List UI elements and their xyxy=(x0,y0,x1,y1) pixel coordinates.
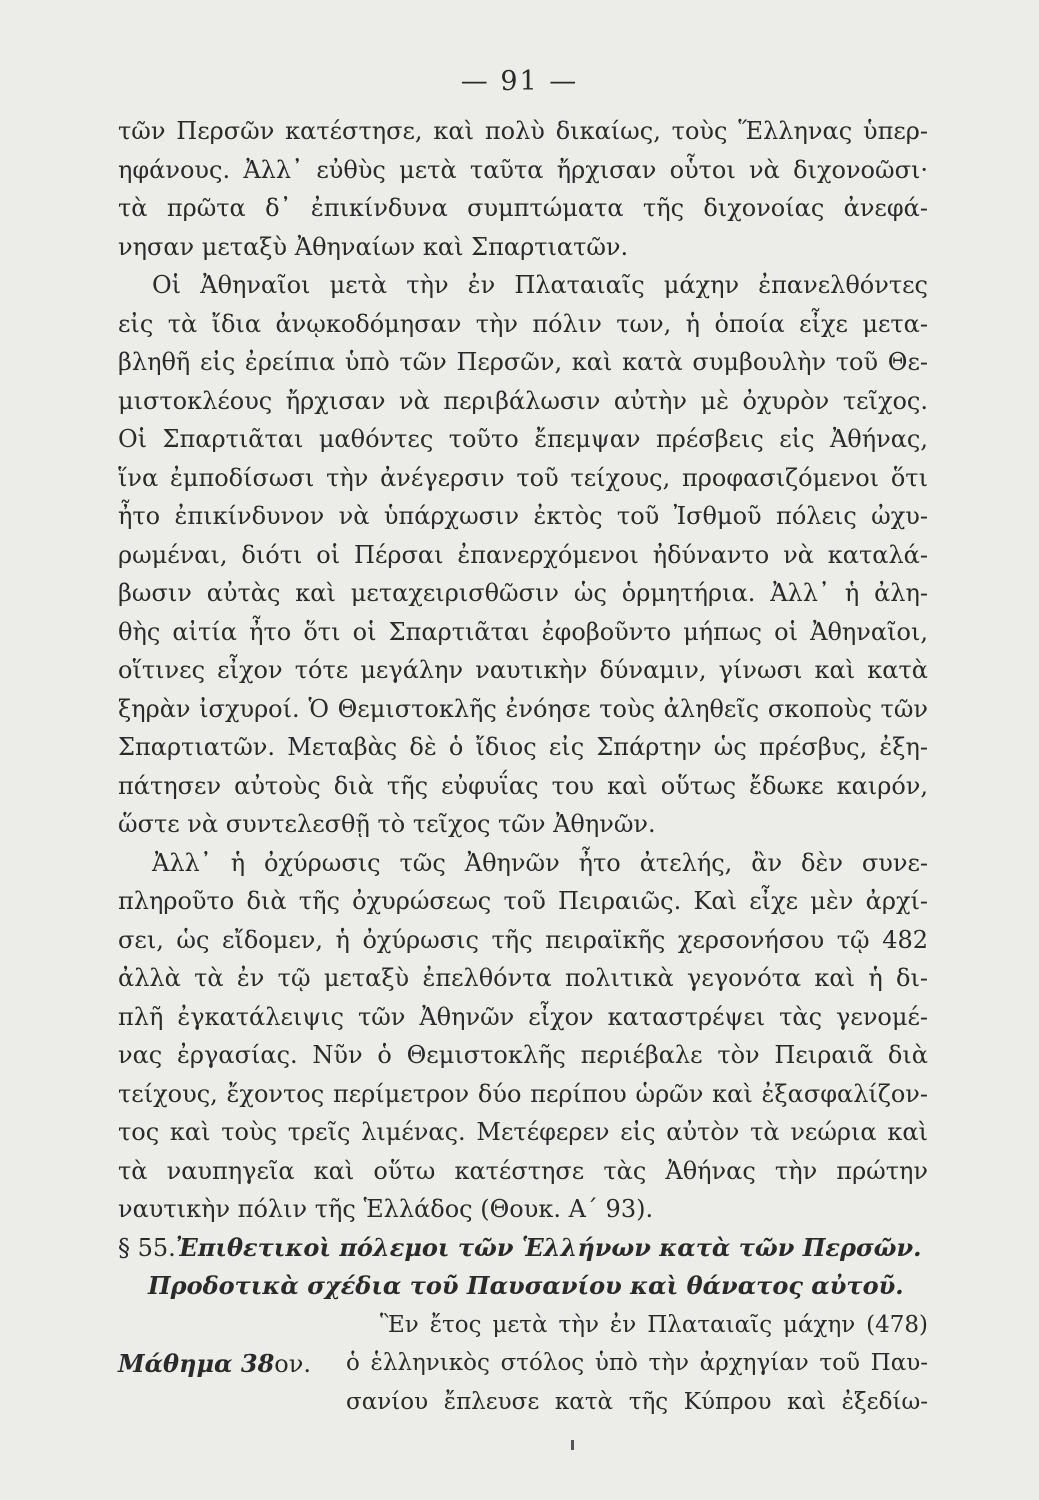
text-line: ἀλλὰ τὰ ἐν τῷ μεταξὺ ἐπελθόντα πολιτικὰ γεγονότα καὶ ἡ δι- xyxy=(118,964,928,992)
text-line: Ἀλλ᾽ ἡ ὀχύρωσις τῶς Ἀθηνῶν ἦτο ἀτελής, ἂν δὲν συνε- xyxy=(152,848,928,877)
lesson-label: Μάθημα 38 xyxy=(118,1348,275,1378)
text-line: Σπαρτιατῶν. Μεταβὰς δὲ ὁ ἴδιος εἰς Σπάρτην ὡς πρέσβυς, ἐξη- xyxy=(118,733,928,761)
text-line: σανίου ἔπλευσε κατὰ τῆς Κύπρου καὶ ἐξεδίω- xyxy=(346,1388,928,1415)
text-line: σει, ὡς εἴδομεν, ἡ ὀχύρωσις τῆς πειραϊκῆς χερσονήσου τῷ 482 xyxy=(118,925,928,954)
paragraph-2 xyxy=(118,266,928,844)
text-line: Οἱ Σπαρτιᾶται μαθόντες τοῦτο ἔπεμψαν πρέσβεις εἰς Ἀθήνας, xyxy=(118,425,928,453)
text-line: μιστοκλέους ἤρχισαν νὰ περιβάλωσιν αὐτὴν μὲ ὀχυρὸν τεῖχος. xyxy=(118,386,928,415)
text-line: ξηρὰν ἰσχυροί. Ὁ Θεμιστοκλῆς ἐνόησε τοὺς ἀληθεῖς σκοποὺς τῶν xyxy=(118,694,928,723)
text-line: τείχους, ἔχοντος περίμετρον δύο περίπου ὡρῶν καὶ ἐξασφαλίζον- xyxy=(118,1079,928,1108)
lesson-margin-note xyxy=(118,1345,328,1384)
text-line: Οἱ Ἀθηναῖοι μετὰ τὴν ἐν Πλαταιαῖς μάχην ἐπανελθόντες xyxy=(152,271,928,299)
text-line: Ἓν ἔτος μετὰ τὴν ἐν Πλαταιαῖς μάχην (478) xyxy=(380,1311,928,1338)
text-line: ὁ ἑλληνικὸς στόλος ὑπὸ τὴν ἀρχηγίαν τοῦ Παυ- xyxy=(346,1350,928,1376)
section-title-line-1 xyxy=(118,1229,928,1268)
text-line: πλῆ ἐγκατάλειψις τῶν Ἀθηνῶν εἶχον καταστρέψει τὰς γενομέ- xyxy=(118,1002,928,1031)
text-line: ρωμέναι, διότι οἱ Πέρσαι ἐπανερχόμενοι ἠδύναντο νὰ καταλά- xyxy=(118,540,928,569)
text-line: τος καὶ τοὺς τρεῖς λιμένας. Μετέφερεν εἰς αὐτὸν τὰ νεώρια καὶ xyxy=(118,1118,928,1146)
lesson-block xyxy=(118,1306,928,1422)
section-heading xyxy=(118,1229,928,1306)
text-line: εἰς τὰ ἴδια ἀνῳκοδόμησαν τὴν πόλιν των, ἡ ὁποία εἶχε μετα- xyxy=(118,309,928,338)
text-line: βωσιν αὐτὰς καὶ μεταχειρισθῶσιν ὡς ὁρμητήρια. Ἀλλ᾽ ἡ ἀλη- xyxy=(118,579,928,607)
text-line: νας ἐργασίας. Νῦν ὁ Θεμιστοκλῆς περιέβαλε τὸν Πειραιᾶ διὰ xyxy=(118,1041,928,1069)
lesson-suffix: ον. xyxy=(274,1349,311,1378)
text-line: ναυτικὴν πόλιν τῆς Ἑλλάδος (Θουκ. Α´ 93). xyxy=(118,1195,654,1223)
section-number: § 55. xyxy=(118,1233,176,1262)
paragraph-3 xyxy=(118,844,928,1229)
text-line: τὰ ναυπηγεῖα καὶ οὕτω κατέστησε τὰς Ἀθήνας τὴν πρώτην xyxy=(118,1156,928,1185)
paragraph-4 xyxy=(346,1306,928,1422)
text-line: ηφάνους. Ἀλλ᾽ εὐθὺς μετὰ ταῦτα ἤρχισαν οὗτοι νὰ διχονοῶσι· xyxy=(118,155,928,184)
text-line: ἵνα ἐμποδίσωσι τὴν ἀνέγερσιν τοῦ τείχους, προφασιζόμενοι ὅτι xyxy=(118,463,928,492)
text-line: τῶν Περσῶν κατέστησε, καὶ πολὺ δικαίως, τοὺς Ἕλληνας ὑπερ- xyxy=(118,117,928,145)
text-line: ἦτο ἐπικίνδυνον νὰ ὑπάρχωσιν ἐκτὸς τοῦ Ἰσθμοῦ πόλεις ὠχυ- xyxy=(118,502,928,530)
section-title-part-1: Ἐπιθετικοὶ πόλεμοι τῶν Ἑλλήνων κατὰ τῶν Περσῶν. xyxy=(175,1232,922,1262)
text-line: οἵτινες εἶχον τότε μεγάλην ναυτικὴν δύναμιν, γίνωσι καὶ κατὰ xyxy=(118,656,928,684)
paragraph-1 xyxy=(118,112,928,266)
text-line: βληθῆ εἰς ἐρείπια ὑπὸ τῶν Περσῶν, καὶ κατὰ συμβουλὴν τοῦ Θε- xyxy=(118,348,928,376)
section-title-line-2: Προδοτικὰ σχέδια τοῦ Παυσανίου καὶ θάνατος αὐτοῦ. xyxy=(148,1271,904,1300)
text-line: πάτησεν αὐτοὺς διὰ τῆς εὐφυΐας του καὶ οὕτως ἔδωκε καιρόν, xyxy=(118,771,928,800)
text-line: τὰ πρῶτα δ᾽ ἐπικίνδυνα συμπτώματα τῆς διχονοίας ἀνεφά- xyxy=(118,194,928,222)
text-line: θὴς αἰτία ἦτο ὅτι οἱ Σπαρτιᾶται ἐφοβοῦντο μήπως οἱ Ἀθηναῖοι, xyxy=(118,617,928,646)
ink-speck xyxy=(571,1440,574,1450)
page-number: — 91 — xyxy=(460,66,579,97)
text-line: νησαν μεταξὺ Ἀθηναίων καὶ Σπαρτιατῶν. xyxy=(118,232,629,261)
text-line: ὥστε νὰ συντελεσθῇ τὸ τεῖχος τῶν Ἀθηνῶν. xyxy=(118,810,656,838)
body-text xyxy=(118,112,928,1422)
text-line: πληροῦτο διὰ τῆς ὀχυρώσεως τοῦ Πειραιῶς. Καὶ εἶχε μὲν ἀρχί- xyxy=(118,887,928,915)
